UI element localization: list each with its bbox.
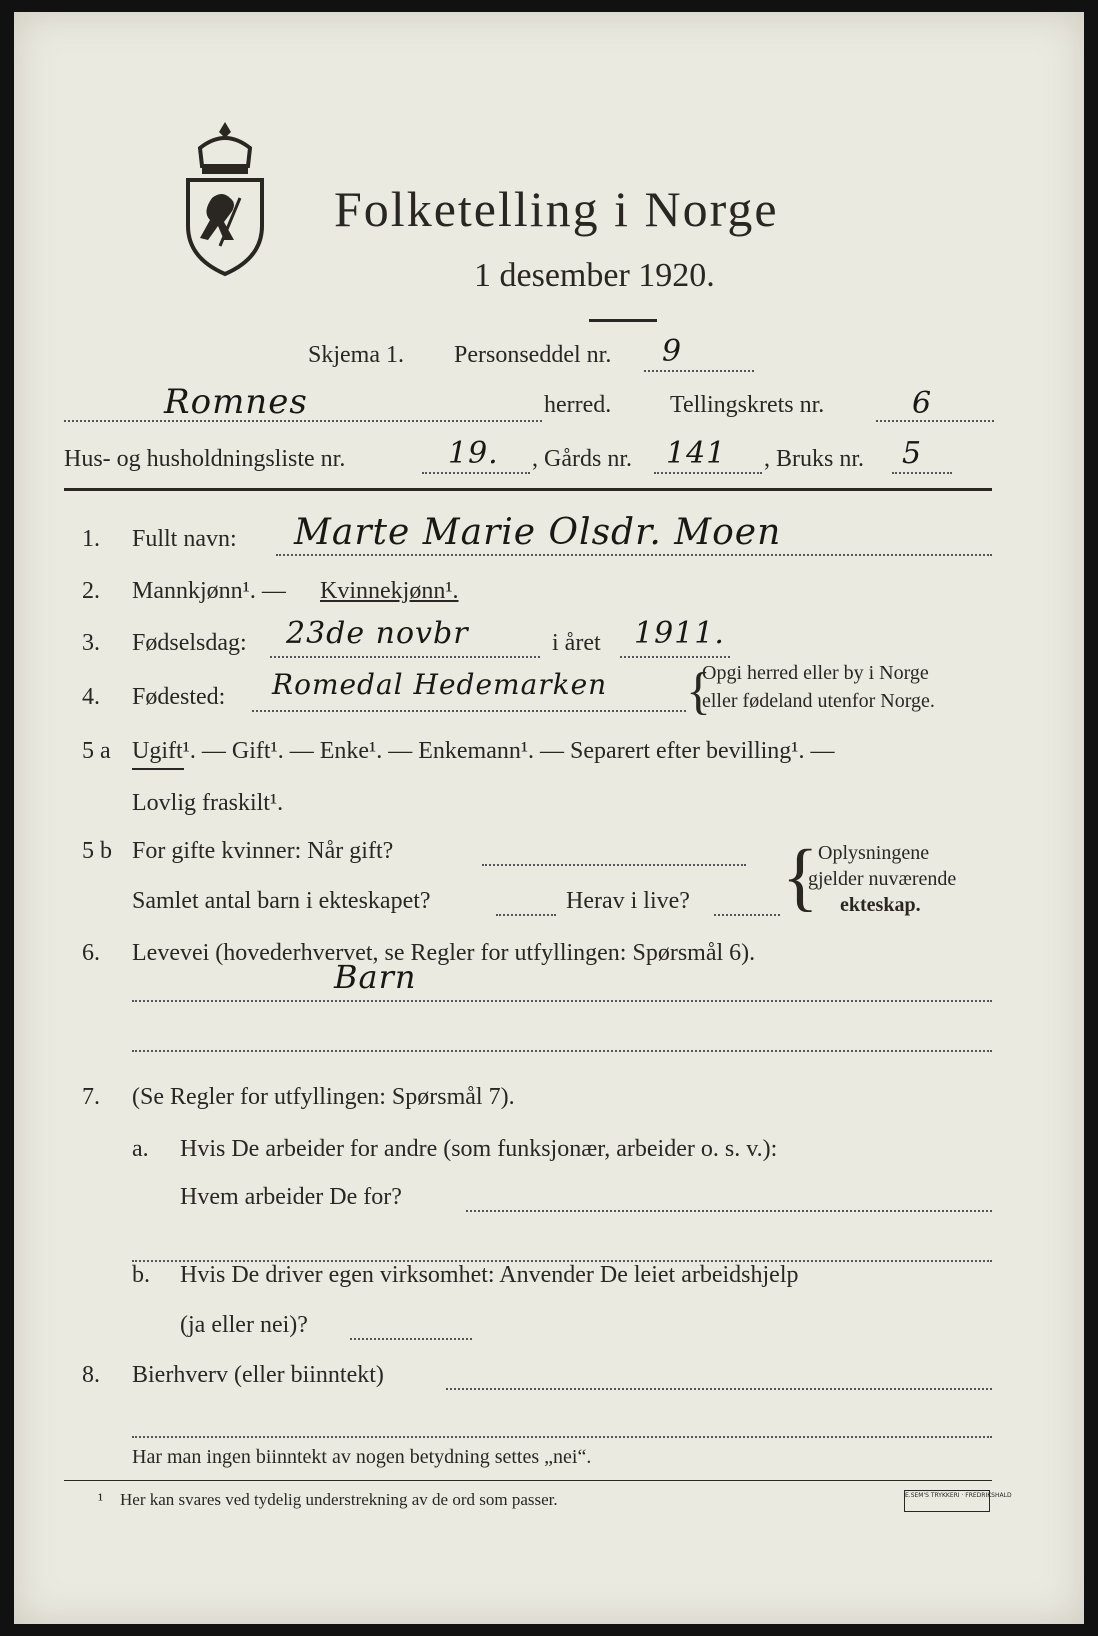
hus-value: 19.: [448, 436, 499, 471]
q6-number: 6.: [82, 940, 100, 966]
birthday-field[interactable]: [270, 656, 540, 658]
q1-label: Fullt navn:: [132, 526, 237, 552]
hired-help-field[interactable]: [350, 1338, 472, 1340]
occupation-field-1[interactable]: [132, 1000, 992, 1002]
q5b-note-line1: Oplysningene: [818, 842, 930, 864]
q5b-line1: For gifte kvinner: Når gift?: [132, 838, 394, 864]
full-name-value: Marte Marie Olsdr. Moen: [294, 512, 782, 553]
title-divider: [589, 319, 657, 322]
q5a-number: 5 a: [82, 738, 111, 764]
side-income-note: Har man ingen biinntekt av nogen betydning settes „nei“.: [132, 1446, 592, 1468]
gards-field[interactable]: [654, 472, 762, 474]
q6-text: Levevei (hovederhvervet, se Regler for utfyllingen: Spørsmål 6).: [132, 940, 756, 966]
q5b-alive-label: Herav i live?: [566, 888, 690, 914]
occupation-field-2[interactable]: [132, 1050, 992, 1052]
personseddel-value: 9: [662, 334, 683, 369]
marital-status-options[interactable]: Ugift¹. — Gift¹. — Enke¹. — Enkemann¹. — Separert efter bevilling¹. —: [132, 738, 835, 764]
tellingskrets-label: Tellingskrets nr.: [670, 392, 825, 418]
married-when-field[interactable]: [482, 864, 746, 866]
q3-number: 3.: [82, 630, 100, 656]
q5b-number: 5 b: [82, 838, 112, 864]
form-title: Folketelling i Norge: [334, 181, 779, 237]
q5b-note-line2: gjelder nuværende: [808, 868, 957, 890]
q4-label: Fødested:: [132, 684, 226, 710]
birthplace-field[interactable]: [252, 710, 686, 712]
gards-label: , Gårds nr.: [532, 446, 632, 472]
footnote-mark: ¹: [98, 1490, 104, 1509]
printer-mark: E.SEM'S TRYKKERI · FREDRIKSHALD: [904, 1490, 990, 1512]
children-alive-field[interactable]: [714, 914, 780, 916]
personseddel-label: Personseddel nr.: [454, 342, 612, 368]
personseddel-field[interactable]: [644, 370, 754, 372]
employer-field[interactable]: [466, 1210, 992, 1212]
q5b-brace: {: [782, 835, 819, 919]
herred-value: Romnes: [164, 382, 308, 422]
q4-brace: {: [686, 663, 711, 720]
q1-number: 1.: [82, 526, 100, 552]
tellingskrets-field[interactable]: [876, 420, 994, 422]
norway-coat-of-arms-icon: [182, 118, 268, 278]
birth-year-field[interactable]: [620, 656, 730, 658]
q4-number: 4.: [82, 684, 100, 710]
hus-label: Hus- og husholdningsliste nr.: [64, 446, 346, 472]
side-income-field[interactable]: [446, 1388, 992, 1390]
footnote-separator: [64, 1480, 992, 1481]
herred-label: herred.: [544, 392, 612, 418]
q8-text: Bierhverv (eller biinntekt): [132, 1362, 384, 1388]
birthday-value: 23de novbr: [286, 616, 469, 651]
q2-female-option[interactable]: Kvinnekjønn¹.: [320, 578, 459, 604]
q7-text: (Se Regler for utfyllingen: Spørsmål 7).: [132, 1084, 515, 1110]
census-form-page: [14, 12, 1084, 1624]
birthplace-value: Romedal Hedemarken: [272, 668, 608, 701]
year-label: i året: [552, 630, 601, 656]
census-date: 1 desember 1920.: [474, 257, 715, 294]
schema-label: Skjema 1.: [308, 342, 404, 368]
marital-status-divorced[interactable]: Lovlig fraskilt¹.: [132, 790, 284, 816]
header-separator: [64, 488, 992, 491]
ugift-underline: [132, 768, 184, 770]
q7a-employer-label: Hvem arbeider De for?: [180, 1184, 402, 1210]
gards-value: 141: [666, 436, 727, 471]
q2-male-option[interactable]: Mannkjønn¹. —: [132, 578, 286, 604]
hus-field[interactable]: [422, 472, 530, 474]
q2-number: 2.: [82, 578, 100, 604]
bruks-label: , Bruks nr.: [764, 446, 865, 472]
q3-label: Fødselsdag:: [132, 630, 247, 656]
bruks-value: 5: [902, 436, 923, 471]
q5b-note-line3: ekteskap.: [840, 894, 921, 916]
full-name-field[interactable]: [276, 554, 992, 556]
q7b-text: Hvis De driver egen virksomhet: Anvender De leiet arbeidshjelp: [180, 1262, 799, 1288]
q7a-text: Hvis De arbeider for andre (som funksjonær, arbeider o. s. v.):: [180, 1136, 778, 1162]
side-income-field-2[interactable]: [132, 1436, 992, 1438]
q8-number: 8.: [82, 1362, 100, 1388]
footnote-text: Her kan svares ved tydelig understrekning av de ord som passer.: [120, 1490, 558, 1509]
birth-year-value: 1911.: [634, 616, 725, 651]
q7b-yes-no-label: (ja eller nei)?: [180, 1312, 308, 1338]
q7a-label: a.: [132, 1136, 149, 1162]
q5b-children-label: Samlet antal barn i ekteskapet?: [132, 888, 431, 914]
children-total-field[interactable]: [496, 914, 556, 916]
bruks-field[interactable]: [892, 472, 952, 474]
q4-note-line2: eller fødeland utenfor Norge.: [702, 690, 935, 712]
q7-number: 7.: [82, 1084, 100, 1110]
q4-note-line1: Opgi herred eller by i Norge: [702, 662, 929, 684]
q7b-label: b.: [132, 1262, 150, 1288]
tellingskrets-value: 6: [912, 386, 933, 421]
occupation-value: Barn: [334, 958, 417, 996]
